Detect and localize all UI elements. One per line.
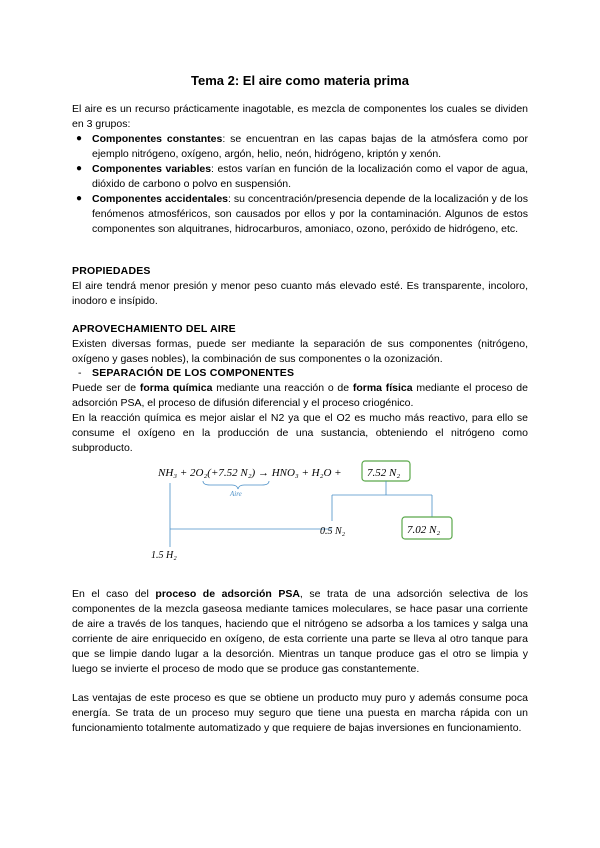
psa-paragraph-1 [72,587,528,677]
aprovechamiento-heading: APROVECHAMIENTO DEL AIRE [72,323,236,335]
group-accidentales [92,192,528,237]
bullet-dot-icon: ● [76,133,83,144]
propiedades-heading: PROPIEDADES [72,265,151,277]
psa-paragraph-2: Las ventajas de este proceso es que se obtiene un producto muy puro y además consume poca energía. Se trata de un proceso muy seguro que tiene una puesta en marcha rápida con un funcionamiento totalmente automatizado y que requiere de bajas inversiones en funcionamiento. [72,692,528,734]
intro-paragraph: El aire es un recurso prácticamente inagotable, es mezcla de componentes los cuales se dividen en 3 grupos: [72,103,528,130]
group-term: Componentes constantes [92,133,223,145]
aprovechamiento-paragraph: Existen diversas formas, puede ser mediante la separación de sus componentes (nitrógeno, oxígeno y gases nobles), la combinación de sus componentes o la ozonización. [72,338,528,365]
group-term: Componentes accidentales [92,193,229,205]
text-run: En el caso del [72,588,156,600]
bullet-dot-icon: ● [76,193,83,204]
group-term: Componentes variables [92,163,212,175]
text-run: Puede ser de [72,382,140,394]
separacion-heading: SEPARACIÓN DE LOS COMPONENTES [92,367,295,379]
reaction-diagram [140,455,470,565]
bullet-dot-icon: ● [76,163,83,174]
text-run-bold: forma química [139,382,213,394]
aire-brace [203,481,269,489]
group-variables [92,162,528,192]
text-run-bold: proceso de adsorción PSA [155,588,300,600]
split-value-2: 7.02 N₂ [407,524,441,536]
n2-boxed-value: 7.52 N₂ [367,467,401,479]
split-value-1: 0.5 N₂ [320,526,346,537]
text-run: mediante una reacción o de [212,382,353,394]
list-dash: - [78,367,82,379]
separacion-paragraph-1 [72,381,528,411]
text-run: , se trata de una adsorción selectiva de los componentes de la mezcla gaseosa mediante tamices moleculares, se hace pasar una corriente de aire a través de los tanques, haciendo que el nitrógeno se adsorba a los tamices y salga una corriente de aire enriquecido en oxígeno, de esta corriente una parte se lleva al otro tanque para que se limpie dando lugar a la desorción. Mientras un tanque produce gas el otro se limpia y luego se invierte el proceso de modo que se produce gas constantemente. [72,588,528,675]
aire-label: Aire [230,490,242,498]
group-text: : se encuentran en las capas bajas de la atmósfera como por ejemplo nitrógeno, oxígeno, argón, helio, neón, hidrógeno, kriptón y xenón. [92,133,529,160]
group-text: : su concentración/presencia depende de la localización y de los fenómenos atmosféricos, son causados por ellos y por la contaminación. Algunos de estos componentes son alquitranes, hidrocarburos, amoniaco, ozono, peróxido de hidrógeno, etc. [92,193,528,235]
group-text: : estos varían en función de la localización como el vapor de agua, dióxido de carbono o polvo en suspensión. [92,163,528,190]
separacion-paragraph-2: En la reacción química es mejor aislar el N2 ya que el O2 es mucho más reactivo, para ello se consume el oxígeno en la producción de una sustancia, obteniendo el nitrógeno como subproducto. [72,412,528,454]
page-title: Tema 2: El aire como materia prima [191,73,409,88]
recycle-value: 1.5 H₂ [151,550,177,561]
reaction-equation: NH₃ + 2O₂(+7.52 N₂) → HNO₃ + H₂O + [158,467,342,479]
text-run: mediante el proceso de adsorción PSA, el proceso de difusión diferencial y el proceso criogénico. [72,382,528,409]
propiedades-paragraph: El aire tendrá menor presión y menor peso cuanto más elevado esté. Es transparente, incoloro, inodoro e insípido. [72,280,528,307]
text-run-bold: forma física [352,382,413,394]
group-constantes [92,132,528,162]
